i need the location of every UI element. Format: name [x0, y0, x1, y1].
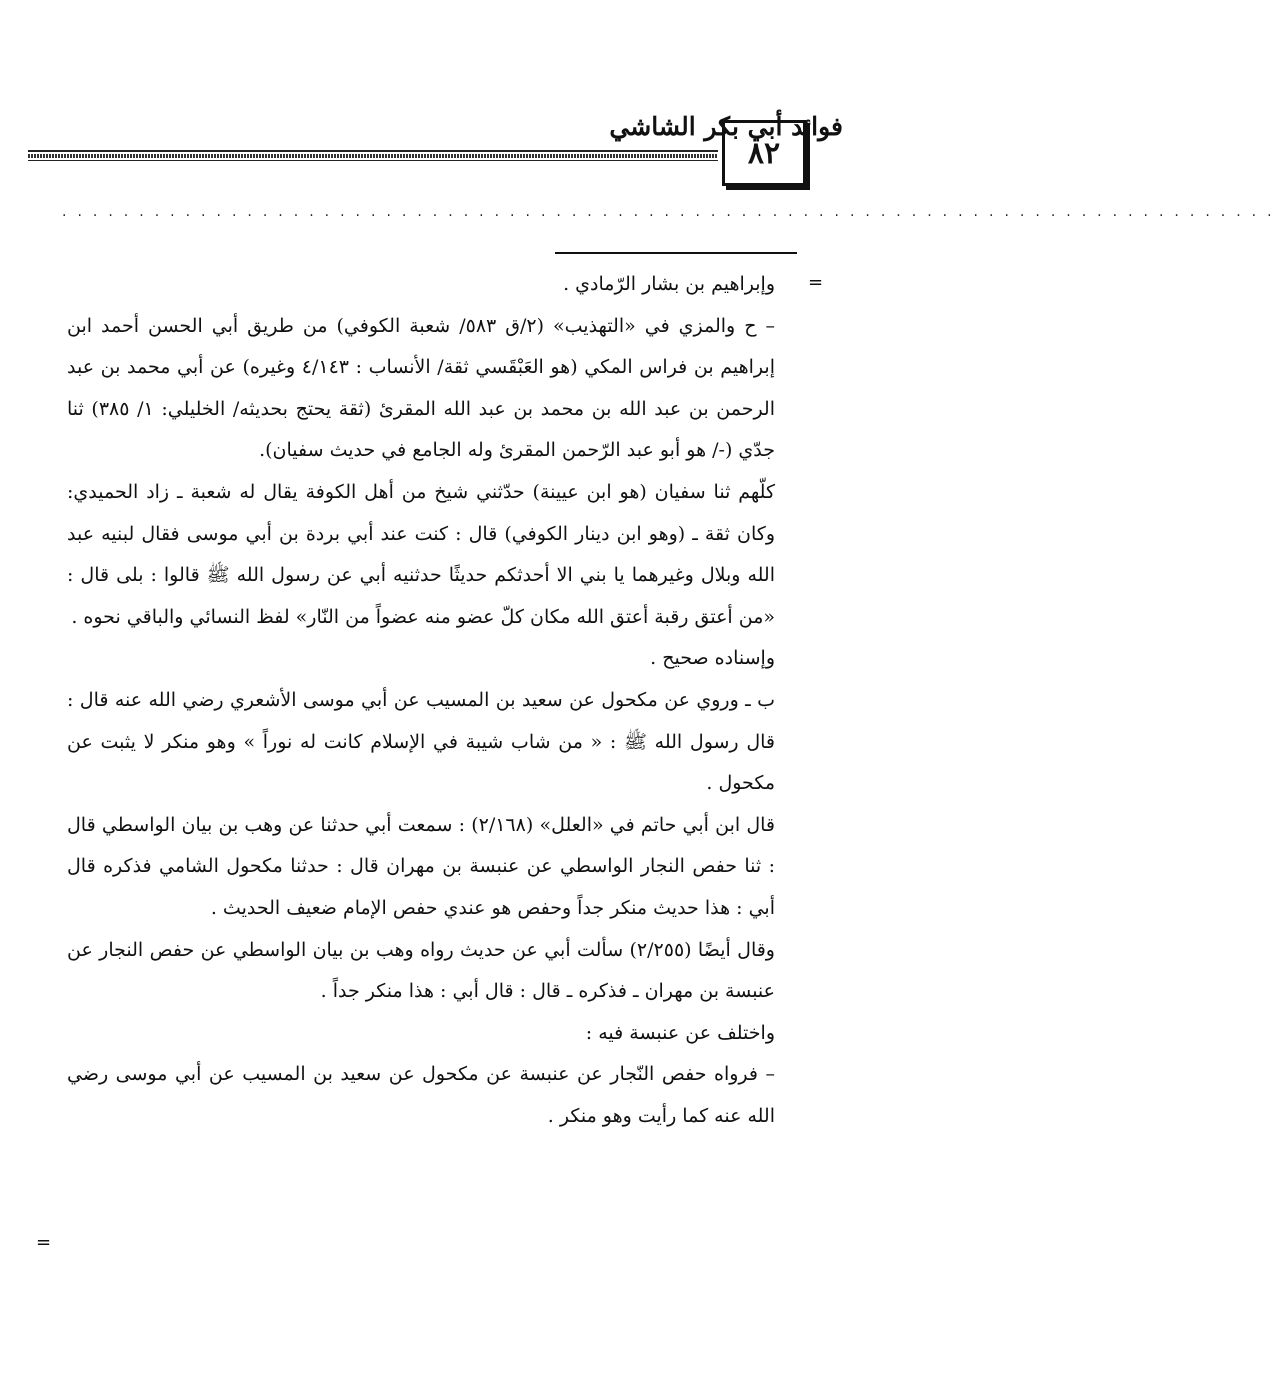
continuation-marker-top: =	[808, 272, 824, 293]
footnote-separator-line	[555, 252, 797, 254]
paragraph: وإسناده صحيح .	[650, 647, 775, 670]
dotted-separator: ...............................................................................	[62, 204, 1283, 220]
paragraph: – فرواه حفص النّجار عن عنبسة عن مكحول عن سعيد بن المسيب عن أبي موسى رضي الله عنه كما رأيت وهو منكر .	[67, 1063, 775, 1127]
header-rule	[28, 150, 718, 152]
running-header	[0, 0, 943, 190]
footnote-body	[67, 264, 775, 1137]
paragraph: ب ـ وروي عن مكحول عن سعيد بن المسيب عن أبي موسى الأشعري رضي الله عنه قال : قال رسول الله ﷺ : « من شاب شيبة في الإسلام كانت له نوراً » وهو منكر لا يثبت عن مكحول .	[67, 688, 775, 795]
running-title: فوائد أبي بكر الشاشي	[609, 112, 843, 141]
header-rule-pattern	[28, 154, 718, 158]
paragraph: وإبراهيم بن بشار الرّمادي .	[563, 273, 775, 295]
continuation-marker-bottom: =	[36, 1232, 52, 1253]
paragraph: واختلف عن عنبسة فيه :	[585, 1021, 775, 1044]
page-number-box	[722, 120, 806, 186]
paragraph: قال ابن أبي حاتم في «العلل» (٢/١٦٨) : سمعت أبي حدثنا عن وهب بن بيان الواسطي قال : ثنا حفص النجار الواسطي عن عنبسة بن مهران قال : حدثنا مكحول الشامي فذكره قال أبي : هذا حديث منكر جداً وحفص هو عندي حفص الإمام ضعيف الحديث .	[67, 813, 776, 919]
paragraph: كلّهم ثنا سفيان (هو ابن عيينة) حدّثني شيخ من أهل الكوفة يقال له شعبة ـ زاد الحميدي: وكان ثقة ـ (وهو ابن دينار الكوفي) قال : كنت عند أبي بردة بن أبي موسى فقال لبنيه عبد الله وبلال وغيرهما يا بني الا أحدثكم حديثًا حدثنيه أبي عن رسول الله ﷺ قالوا : بلى قال : «من أعتق رقبة أعتق الله مكان كلّ عضو منه عضواً من النّار» لفظ النسائي والباقي نحوه .	[67, 480, 775, 628]
page-number: ٨٢	[747, 135, 781, 171]
paragraph: – ح والمزي في «التهذيب» (٢/ق ٥٨٣/ شعبة الكوفي) من طريق أبي الحسن أحمد ابن إبراهيم بن فراس المكي (هو العَبْقَسي ثقة/ الأنساب : ٤/١٤٣ وغيره) عن أبي محمد بن عبد الرحمن بن عبد الله بن محمد بن عبد الله المقرئ (ثقة يحتج بحديثه/ الخليلي: ١/ ٣٨٥) ثنا جدّي (-/ هو أبو عبد الرّحمن المقرئ وله الجامع في حديث سفيان).	[67, 314, 775, 462]
header-rule-thin	[28, 160, 718, 161]
paragraph: وقال أيضًا (٢/٢٥٥) سألت أبي عن حديث رواه وهب بن بيان الواسطي عن حفص النجار عن عنبسة بن مهران ـ فذكره ـ قال : قال أبي : هذا منكر جداً .	[67, 938, 775, 1003]
